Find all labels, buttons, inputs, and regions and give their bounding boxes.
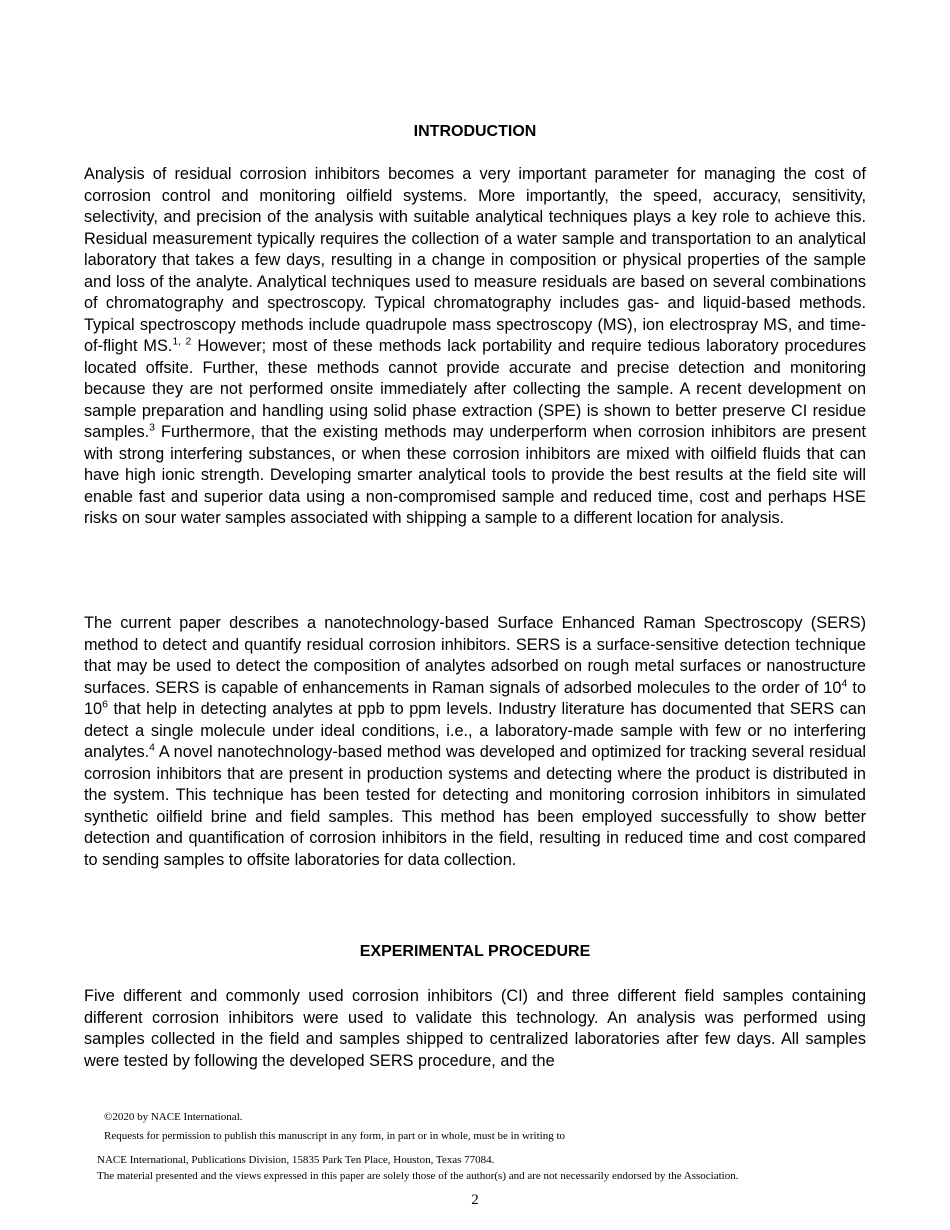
permission-notice: Requests for permission to publish this manuscript in any form, in part or in whole, must be in writing to	[104, 1130, 566, 1142]
introduction-paragraph-2: The current paper describes a nanotechnology-based Surface Enhanced Raman Spectroscopy (SERS) method to detect and quantify residual corrosion inhibitors. SERS is a surface-sensitive detection technique that may be used to detect the composition of analytes adsorbed on rough metal surfaces or nanostructure surfaces. SERS is capable of enhancements in Raman signals of adsorbed molecules to the order of $10^4$ to $10^6$ that help in detecting analytes at ppb to ppm levels. Industry literature has documented that SERS can detect a single molecule under ideal conditions, i.e., a laboratory-made sample with few or no interfering analytes.$^4$ A novel nanotechnology-based method was developed and optimized for tracking several residual corrosion inhibitors that are present in production systems and detecting where the product is distributed in the system. This technique has been tested for detecting and monitoring corrosion inhibitors in simulated synthetic oilfield brine and field samples. This method has been employed successfully to show better detection and quantification of corrosion inhibitors in the field, resulting in reduced time and cost compared to sending samples to offsite laboratories for data collection.	[84, 614, 866, 869]
citation: 4	[149, 741, 156, 754]
experimental-paragraph-1: Five different and commonly used corrosion inhibitors (CI) and three different field samples containing different corrosion inhibitors were used to validate this technology. An analysis was performed using samples collected in the field and samples shipped to centralized laboratories after few days. All samples were tested by following the developed SERS procedure, and the	[84, 987, 866, 1070]
introduction-paragraph-1: Analysis of residual corrosion inhibitors becomes a very important parameter for managing the cost of corrosion control and monitoring oilfield systems. More importantly, the speed, accuracy, sensitivity, selectivity, and precision of the analysis with suitable analytical techniques plays a key role to achieve this. Residual measurement typically requires the collection of a water sample and transportation to an analytical laboratory that takes a few days, resulting in a change in composition or physical properties of the sample and loss of the analyte. Analytical techniques used to measure residuals are based on several combinations of chromatography and spectroscopy. Typical chromatography includes gas- and liquid-based methods. Typical spectroscopy methods include quadrupole mass spectroscopy (MS), ion electrospray MS, and time-of-flight MS.$^{1, 2}$ However; most of these methods lack portability and require tedious laboratory procedures located offsite. Further, these methods cannot provide accurate and precise detection and monitoring because they are not performed onsite immediately after collecting the sample. A recent development on sample preparation and handling using solid phase extraction (SPE) is shown to better preserve CI residue samples.$^3$ Furthermore, that the existing methods may underperform when corrosion inhibitors are present with strong interfering substances, or when these corrosion inhibitors are mixed with oilfield fluids that can have high ionic strength. Developing smarter analytical tools to provide the best results at the field site will enable fast and superior data using a non-compromised sample and reduced time, cost and perhaps HSE risks on sour water samples associated with shipping a sample to a different location for analysis.	[84, 165, 867, 527]
citation: 1, 2	[172, 335, 192, 348]
publisher-address: NACE International, Publications Division, 15835 Park Ten Place, Houston, Texas 77084.	[97, 1154, 495, 1166]
introduction-heading: INTRODUCTION	[413, 123, 537, 140]
copyright-notice: ©2020 by NACE International.	[104, 1111, 243, 1123]
disclaimer: The material presented and the views expressed in this paper are solely those of the author(s) and are not necessarily endorsed by the Association.	[97, 1170, 739, 1182]
exponent: 6	[102, 698, 108, 711]
page-number: 2	[471, 1192, 479, 1208]
citation: 3	[149, 421, 155, 434]
experimental-heading: EXPERIMENTAL PROCEDURE	[359, 943, 591, 960]
exponent: 4	[841, 677, 848, 690]
